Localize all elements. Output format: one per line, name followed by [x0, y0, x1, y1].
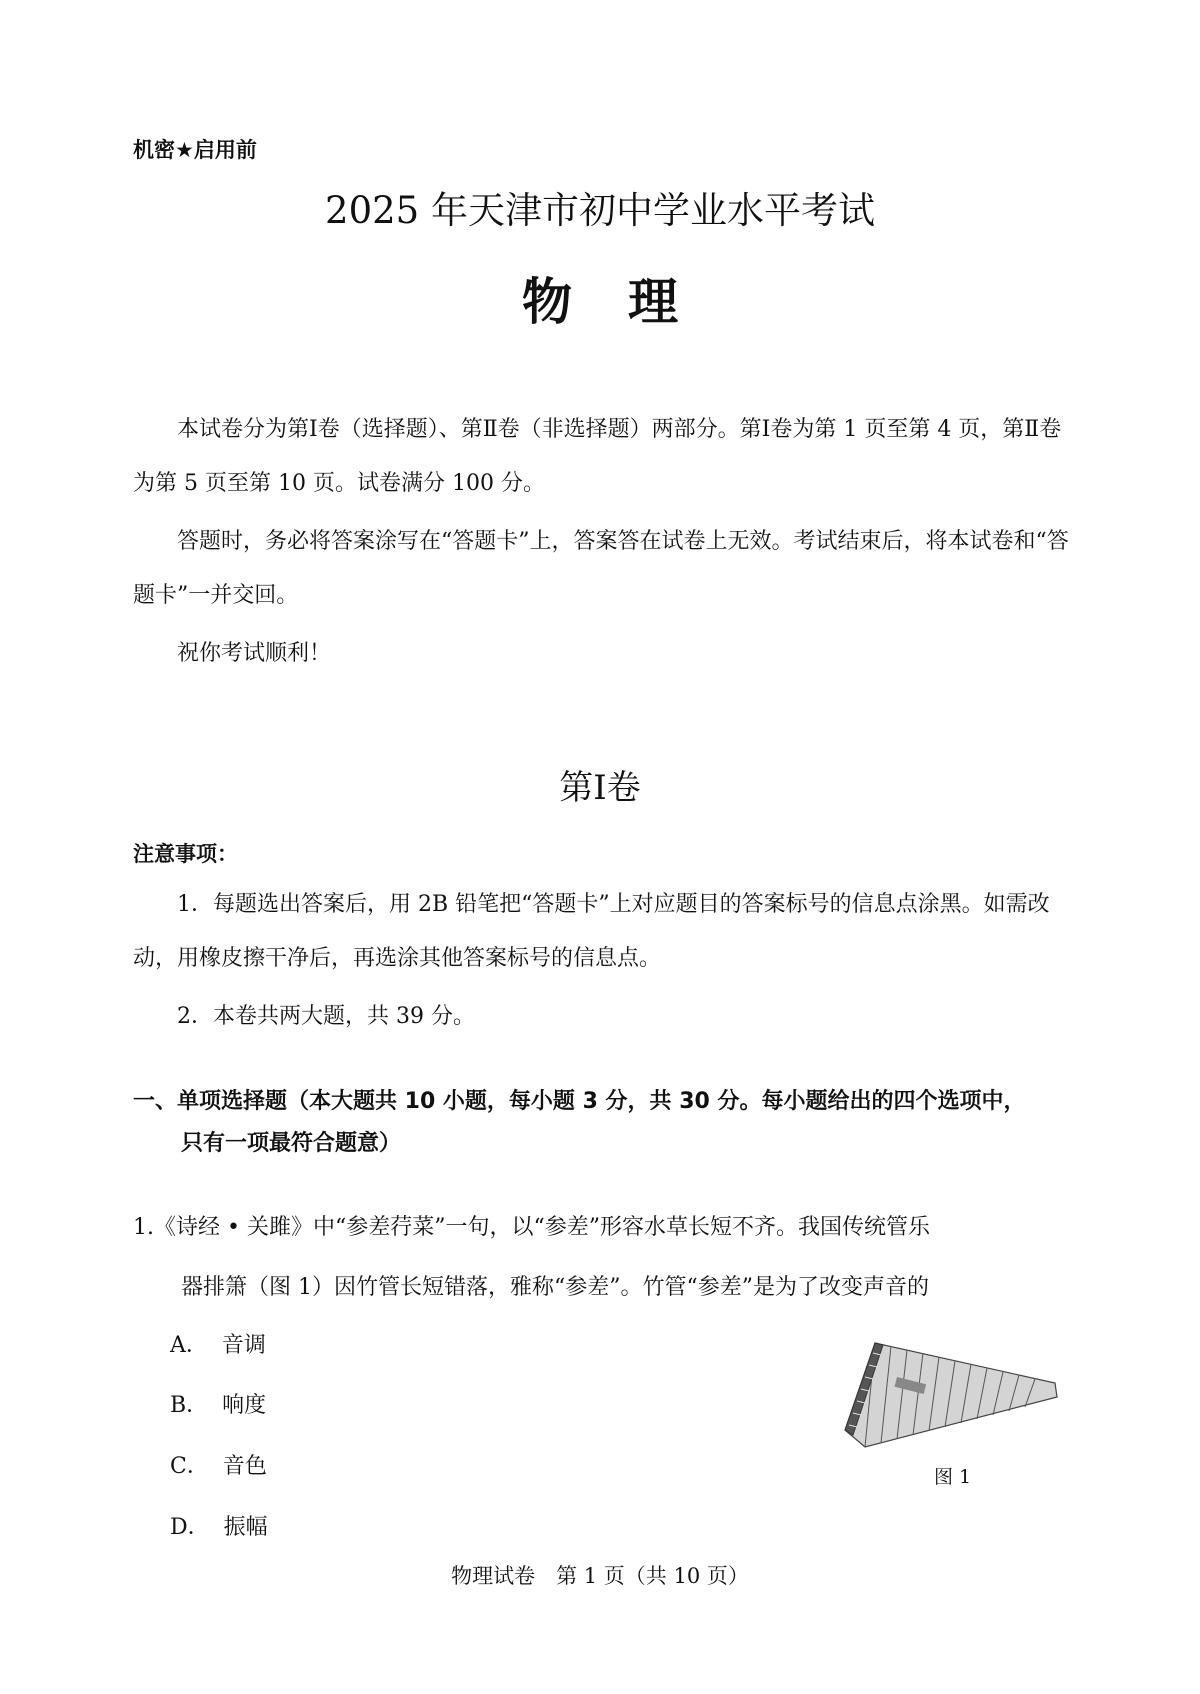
pan-flute-tubes — [845, 1343, 1057, 1447]
section-heading — [133, 1081, 1078, 1165]
option-a — [170, 1328, 266, 1359]
exam-title: 2025 年天津市初中学业水平考试 — [325, 189, 875, 232]
option-d-text: 振幅 — [223, 1515, 268, 1540]
figure-1-label: 图 1 — [934, 1466, 972, 1488]
intro-paragraph-2: 答题时，务必将答案涂写在“答题卡”上，答案答在试卷上无效。考试结束后，将本试卷和“答题卡”一并交回。 — [133, 529, 1069, 608]
option-b-key: B． — [170, 1393, 209, 1418]
option-c — [170, 1449, 267, 1480]
notice-item-1: 1．每题选出答案后，用 2B 铅笔把“答题卡”上对应题目的答案标号的信息点涂黑。如需改动，用橡皮擦干净后，再选涂其他答案标号的信息点。 — [133, 892, 1050, 971]
option-c-text: 音色 — [222, 1454, 267, 1479]
pan-flute-figure — [835, 1335, 1065, 1455]
section-heading-line-1: 一、单项选择题（本大题共 10 小题，每小题 3 分，共 30 分。每小题给出的四个选项中， — [133, 1089, 1026, 1114]
notice-item-2: 2．本卷共两大题，共 39 分。 — [177, 1004, 475, 1029]
option-d — [170, 1510, 268, 1541]
page-footer: 物理试卷 第 1 页（共 10 页） — [451, 1564, 749, 1588]
option-b — [170, 1388, 266, 1419]
option-d-key: D． — [170, 1515, 210, 1540]
notice-heading: 注意事项： — [133, 842, 238, 866]
confidential-mark: 机密★启用前 — [133, 138, 257, 162]
option-c-key: C． — [170, 1454, 209, 1479]
section-heading-line-2: 只有一项最符合题意） — [181, 1131, 402, 1156]
volume-title: 第Ⅰ卷 — [559, 768, 641, 808]
subject-title: 物理 — [522, 273, 734, 331]
option-b-text: 响度 — [222, 1393, 267, 1418]
intro-paragraph-1: 本试卷分为第Ⅰ卷（选择题）、第Ⅱ卷（非选择题）两部分。第Ⅰ卷为第 1 页至第 4 页，第Ⅱ卷为第 5 页至第 10 页。试卷满分 100 分。 — [133, 417, 1062, 496]
option-a-key: A． — [170, 1333, 208, 1358]
intro-paragraph-3: 祝你考试顺利！ — [177, 641, 332, 666]
question-1-line-1: 1.《诗经 • 关雎》中“参差荇菜”一句，以“参差”形容水草长短不齐。我国传统管乐 — [133, 1215, 930, 1240]
question-1-stem — [133, 1198, 1078, 1318]
question-1-line-2: 器排箫（图 1）因竹管长短错落，雅称“参差”。竹管“参差”是为了改变声音的 — [181, 1275, 929, 1300]
option-a-text: 音调 — [221, 1333, 266, 1358]
